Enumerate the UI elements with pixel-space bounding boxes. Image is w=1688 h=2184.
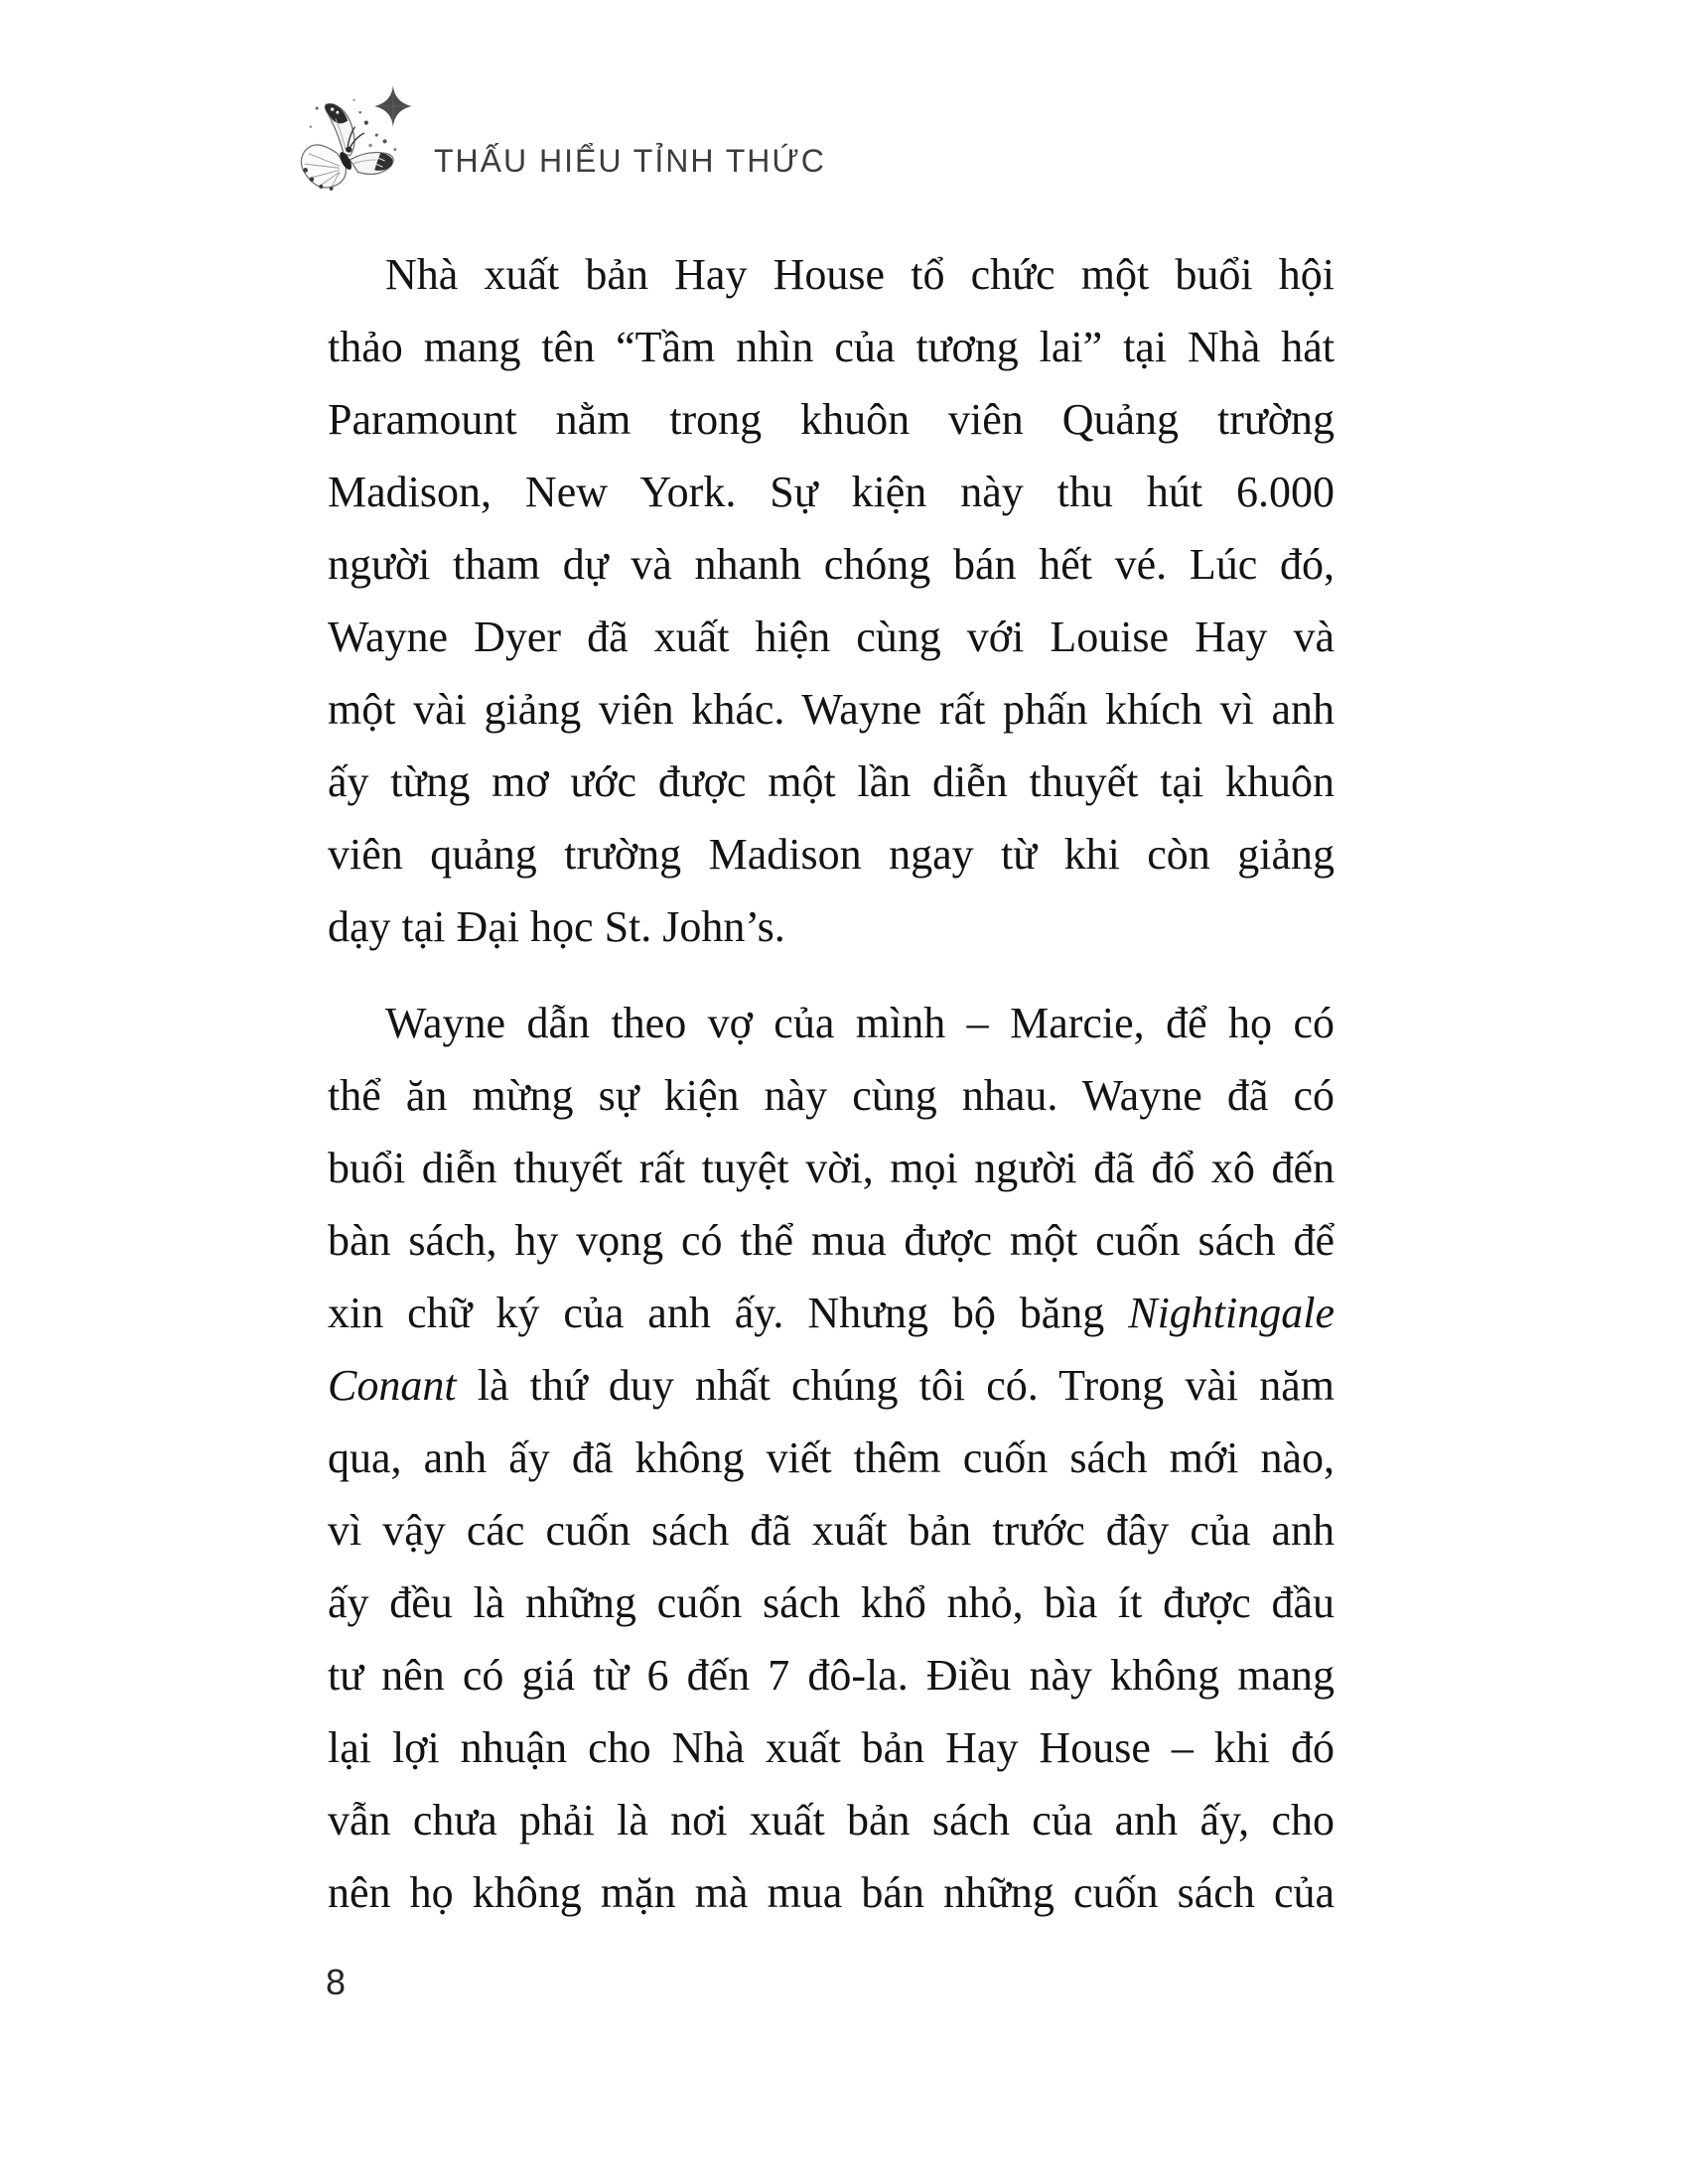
text-line <box>328 528 1335 601</box>
running-header-title: THẤU HIỂU TỈNH THỨC <box>434 143 826 179</box>
text-segment: xin chữ ký của anh ấy. Nhưng bộ băng <box>328 1289 1129 1337</box>
text-segment: Wayne Dyer đã xuất hiện cùng với Louise Hay và <box>328 613 1335 661</box>
text-line <box>328 601 1335 673</box>
text-segment: tư nên có giá từ 6 đến 7 đô-la. Điều này không mang <box>328 1651 1335 1700</box>
text-segment: thảo mang tên “Tầm nhìn của tương lai” tại Nhà hát <box>328 323 1335 371</box>
text-segment: bàn sách, hy vọng có thể mua được một cuốn sách để <box>328 1216 1335 1265</box>
text-line <box>328 383 1335 456</box>
text-segment: qua, anh ấy đã không viết thêm cuốn sách mới nào, <box>328 1433 1335 1482</box>
text-line <box>328 1422 1335 1494</box>
text-line <box>328 1711 1335 1784</box>
italic-text-segment: Nightingale <box>1128 1289 1335 1337</box>
text-line <box>328 1856 1335 1929</box>
page-number: 8 <box>326 1962 347 2002</box>
text-segment: là thứ duy nhất chúng tôi có. Trong vài năm <box>456 1361 1335 1410</box>
paragraph <box>328 987 1335 1929</box>
text-segment: Madison, New York. Sự kiện này thu hút 6.000 <box>328 468 1335 516</box>
text-line <box>328 890 1335 963</box>
text-line <box>328 1277 1335 1349</box>
text-segment: thể ăn mừng sự kiện này cùng nhau. Wayne đã có <box>328 1071 1335 1120</box>
text-line <box>328 1132 1335 1204</box>
text-segment: người tham dự và nhanh chóng bán hết vé. Lúc đó, <box>328 540 1335 589</box>
text-segment: vì vậy các cuốn sách đã xuất bản trước đây của anh <box>328 1506 1335 1555</box>
text-line <box>328 746 1335 818</box>
text-segment: buổi diễn thuyết rất tuyệt vời, mọi người đã đổ xô đến <box>328 1144 1335 1192</box>
text-line <box>328 818 1335 890</box>
text-line <box>328 1059 1335 1132</box>
text-line <box>328 1784 1335 1856</box>
paragraph <box>328 238 1335 963</box>
text-line <box>328 1494 1335 1567</box>
text-line <box>328 1639 1335 1711</box>
text-segment: viên quảng trường Madison ngay từ khi còn giảng <box>328 830 1335 879</box>
text-segment: Nhà xuất bản Hay House tổ chức một buổi hội <box>385 250 1335 299</box>
text-line <box>328 311 1335 383</box>
text-line <box>328 1349 1335 1422</box>
text-segment: một vài giảng viên khác. Wayne rất phấn khích vì anh <box>328 685 1335 734</box>
text-segment: Wayne dẫn theo vợ của mình – Marcie, để họ có <box>385 999 1335 1047</box>
text-line <box>328 673 1335 746</box>
text-segment: ấy từng mơ ước được một lần diễn thuyết tại khuôn <box>328 757 1335 806</box>
text-segment: ấy đều là những cuốn sách khổ nhỏ, bìa ít được đầu <box>328 1578 1335 1627</box>
text-line <box>328 456 1335 528</box>
text-segment: lại lợi nhuận cho Nhà xuất bản Hay House – khi đó <box>328 1723 1335 1772</box>
text-line <box>328 1567 1335 1639</box>
butterfly-sparkle-icon <box>286 77 425 216</box>
text-line <box>328 987 1335 1059</box>
text-segment: vẫn chưa phải là nơi xuất bản sách của anh ấy, cho <box>328 1796 1335 1844</box>
text-segment: Paramount nằm trong khuôn viên Quảng trường <box>328 395 1335 444</box>
text-segment: dạy tại Đại học St. John’s. <box>328 902 785 951</box>
text-line <box>328 238 1335 311</box>
italic-text-segment: Conant <box>328 1361 457 1410</box>
body-text <box>328 238 1335 1929</box>
text-line <box>328 1204 1335 1277</box>
text-segment: nên họ không mặn mà mua bán những cuốn sách của <box>328 1868 1335 1917</box>
